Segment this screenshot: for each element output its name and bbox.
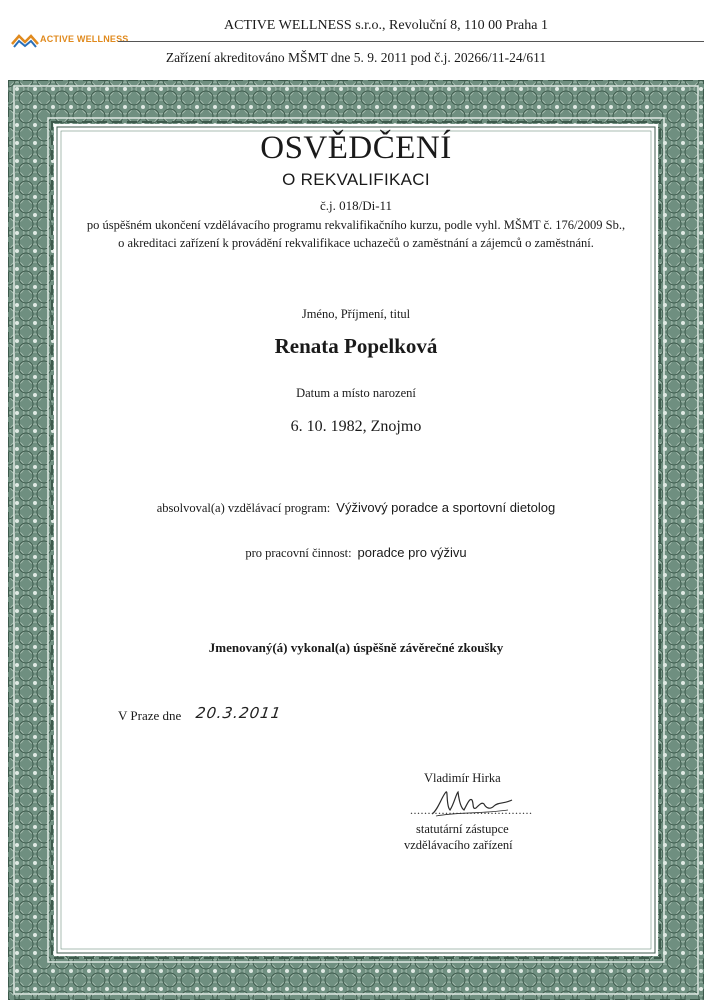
reference-number: č.j. 018/Di-11 bbox=[319, 198, 393, 213]
logo-text: ACTIVE WELLNESS bbox=[40, 34, 129, 44]
certificate-subtitle: O REKVALIFIKACI bbox=[282, 170, 430, 189]
signer-name: Vladimír Hirka bbox=[424, 771, 501, 785]
intro-line-2: o akreditaci zařízení k provádění rekvalifikace uchazečů o zaměstnání a zájemců o zaměstnání. bbox=[118, 236, 594, 250]
program-line bbox=[0, 500, 712, 516]
recipient-name: Renata Popelková bbox=[274, 334, 438, 358]
certificate-title: OSVĚDČENÍ bbox=[260, 130, 452, 166]
signer-role-line-1: statutární zástupce bbox=[416, 822, 509, 836]
place-label: V Praze dne bbox=[118, 708, 182, 723]
accreditation-line: Zařízení akreditováno MŠMT dne 5. 9. 2011 pod č.j. 20266/11-24/611 bbox=[165, 50, 547, 65]
birth-date-place: 6. 10. 1982, Znojmo bbox=[290, 418, 422, 435]
handwritten-date: 20.3.2011 bbox=[194, 704, 283, 722]
name-label: Jméno, Příjmení, titul bbox=[301, 307, 411, 321]
program-label: absolvoval(a) vzdělávací program: bbox=[156, 501, 331, 515]
occupation-line bbox=[0, 545, 712, 561]
issuer-address: ACTIVE WELLNESS s.r.o., Revoluční 8, 110 00 Praha 1 bbox=[224, 18, 548, 33]
program-value: Výživový poradce a sportovní dietolog bbox=[336, 500, 556, 515]
signature-line: ................................... bbox=[410, 803, 533, 817]
signer-role-line-2: vzdělávacího zařízení bbox=[404, 838, 513, 852]
birth-label: Datum a místo narození bbox=[296, 386, 416, 400]
occupation-label: pro pracovní činnost: bbox=[245, 546, 352, 560]
occupation-value: poradce pro výživu bbox=[357, 545, 467, 560]
intro-line-1: po úspěšném ukončení vzdělávacího programu rekvalifikačního kurzu, podle vyhl. MŠMT č. 176/2009 Sb., bbox=[86, 218, 626, 232]
exam-statement: Jmenovaný(á) vykonal(a) úspěšně závěrečné zkoušky bbox=[208, 640, 504, 655]
